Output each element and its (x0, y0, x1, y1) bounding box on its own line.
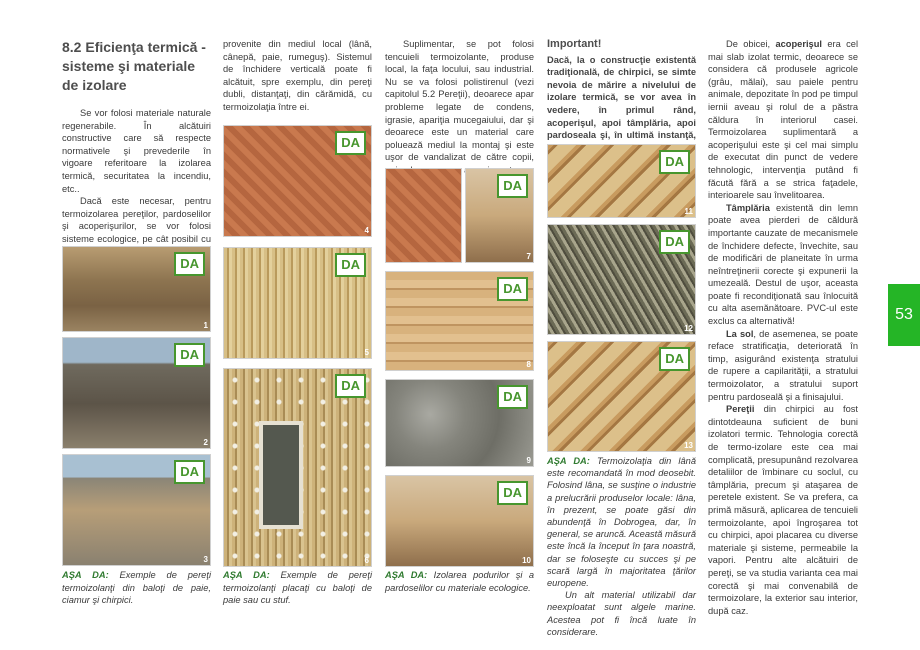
photo-9 (385, 379, 534, 467)
window-frame (259, 421, 303, 529)
paragraph-roof: De obicei, acoperişul era cel mai slab izolat termic, deoarece se considera că produsele agricole (grâu, mălai), sau paiele pentru animale, depozitate în pod pe timpul iernii aveau şi rolul de a păstra căldura în interiorul casei. Termoizolarea suplimentară a acoperişului este şi cel mai simplu de executat din punct de vedere tehnologic, intervenţia putând fi făcută fără a se strica faţadele, interioarele sau învelitoarea. (708, 39, 859, 201)
column-4 (547, 38, 696, 154)
paragraph: Suplimentar, se pot folosi tencuieli termoizolante, produse local, la faţa locului, sau industrial. Nu se va folosi polistirenul (vezi capitolul 5.2 Pereţii), deoarece apar probleme legate de condens, igrasie, apariţia mucegaiului, dar şi deoarece este un material care poluează mediul la montaj şi este uşor de vandalizat de către copii, (385, 39, 534, 163)
da-badge: DA (335, 131, 366, 155)
caption-lead: AŞA DA: (547, 456, 590, 466)
paragraph: provenite din mediul local (lână, cânepă, paie, rumeguş). Sistemul de închidere verticală poate fi alcătuit, spre exemplu, din pereţi dubli, distanţaţi, din cărămidă, cu termoizolaţia între ei. (223, 39, 372, 112)
da-badge: DA (659, 347, 690, 371)
da-badge: DA (497, 277, 528, 301)
da-badge: DA (335, 253, 366, 277)
photo-11 (547, 144, 696, 218)
photo-6 (223, 368, 372, 567)
caption-text: Exemple de pereţi termoizolanţi placaţi cu baloţi de paie sau cu stuf. (223, 570, 373, 606)
caption-lead: AŞA DA: (385, 570, 428, 580)
photo-7 (465, 168, 534, 263)
caption-3 (385, 569, 534, 594)
photo-12 (547, 224, 696, 335)
column-3 (385, 38, 534, 177)
caption-2 (223, 569, 372, 607)
paragraph-floor: La sol, de asemenea, se poate reface stratificaţia, deteriorată în timp, asigurând existenţa stratului de rupere a capilarităţii, a stratului termoizolator, a stratului suport pentru pardoseală şi a finisajului. (708, 328, 858, 402)
photo-10 (385, 475, 534, 567)
section-title: 8.2 Eficienţa termică - sisteme şi materiale de izolare (62, 39, 206, 93)
column-1 (62, 38, 211, 258)
important-title: Important! (547, 38, 602, 50)
photo-number: 13 (684, 441, 693, 450)
caption-lead: AŞA DA: (62, 570, 109, 580)
photo-number: 3 (203, 555, 208, 564)
da-badge: DA (174, 460, 205, 484)
da-badge: DA (174, 252, 205, 276)
page-number: 53 (895, 306, 913, 323)
photo-number: 10 (522, 556, 531, 565)
caption-text: Exemple de pereţi termoizolanţi din baloţi de paie, ciamur şi chirpici. (62, 570, 212, 606)
da-badge: DA (174, 343, 205, 367)
paragraph: Se vor folosi materiale naturale regenerabile. În alcătuiri constructive care să respecte normativele şi prevederile în vigoare referitoare la izolarea termică, securitatea la incendiu, etc.. (62, 108, 211, 194)
photo-number: 6 (364, 556, 369, 565)
photo-13 (547, 341, 696, 452)
caption-text-2: Un alt material utilizabil dar neexploatat sunt algele marine. Acestea pot fi încă luate în considerare. (547, 590, 696, 637)
caption-text: Termoizolaţia din lână este recomandată în mod deosebit. Folosind lâna, se susţine o industrie a prelucrării produselor locale: lâna, în prezent, se poate găsi din abundenţă în Dobrogea, dar, în general, se aruncă. Această măsură este încă la început în ţara noastră, dar se foloseşte cu succes şi pe scară largă în majoritatea ţărilor europene. (547, 456, 697, 589)
caption-4 (547, 455, 696, 638)
caption-lead: AŞA DA: (223, 570, 270, 580)
photo-number: 12 (684, 324, 693, 333)
paragraph: Dacă este necesar, pentru termoizolarea pereţilor, pardoselilor şi acoperişurilor, se vor folosi sisteme ecologice, pe cât posibil cu (62, 196, 211, 244)
photo-7a (385, 168, 462, 263)
photo-number: 7 (526, 252, 531, 261)
column-2 (223, 38, 372, 114)
photo-number: 2 (203, 438, 208, 447)
paragraph-walls: Pereţii din chirpici au fost dintotdeauna suficient de buni izolatori termic. Tehnologia corectă de termo-izolare este cea mai complicată, presupunând rezolvarea detaliilor de îmbinare cu soclul, cu tâmplăria, precum şi ataşarea de peretele existent. Se va prefera, ca primă măsură, aplicarea de tencuieli termoizolante, apoi îngroşarea tot cu chirpici, apoi placarea cu diverse materiale şi sisteme, permeabile la vapori. Pentru alte alcătuiri de pereţi, se va studia varianta cea mai corectă şi mai convenabilă de termoizolare, la exterior sau interior, după caz. (708, 404, 858, 616)
photo-number: 9 (526, 456, 531, 465)
da-badge: DA (497, 481, 528, 505)
da-badge: DA (497, 174, 528, 198)
caption-text: Izolarea podurilor şi a pardoselilor cu materiale ecologice. (385, 570, 534, 593)
da-badge: DA (497, 385, 528, 409)
photo-number: 11 (684, 207, 693, 216)
photo-4 (223, 125, 372, 237)
photo-5 (223, 247, 372, 359)
important-text: Dacă, la o construcţie existentă tradiţională, de chirpici, se simte nevoia de mărire a nivelului de izolare termică, se vor avea în vedere, în primul rând, acoperişul, apoi tâmplăria, apoi pardoseala şi, în ultimă instanţă, (547, 54, 696, 141)
paragraph-carpentry: Tâmplăria existentă din lemn poate avea pierderi de căldură importante cauzate de mecanismele de închidere defecte, învechite, sau de modificări de planeitate în urma neîntreţinerii corecte şi expunerii la umezeală. Destul de uşor, aceasta poate fi recondiţionată sau înlocuită cu alta asemănătoare. PVC-ul este exclus ca alternativă! (708, 202, 858, 327)
da-badge: DA (659, 230, 690, 254)
photo-number: 1 (203, 321, 208, 330)
da-badge: DA (659, 150, 690, 174)
page-number-tab (888, 284, 920, 346)
photo-8 (385, 271, 534, 371)
column-5 (708, 38, 858, 617)
photo-2 (62, 337, 211, 449)
photo-3 (62, 454, 211, 566)
photo-number: 5 (364, 348, 369, 357)
caption-1 (62, 569, 211, 607)
photo-number: 8 (526, 360, 531, 369)
da-badge: DA (335, 374, 366, 398)
photo-number: 4 (364, 226, 369, 235)
photo-1 (62, 246, 211, 332)
